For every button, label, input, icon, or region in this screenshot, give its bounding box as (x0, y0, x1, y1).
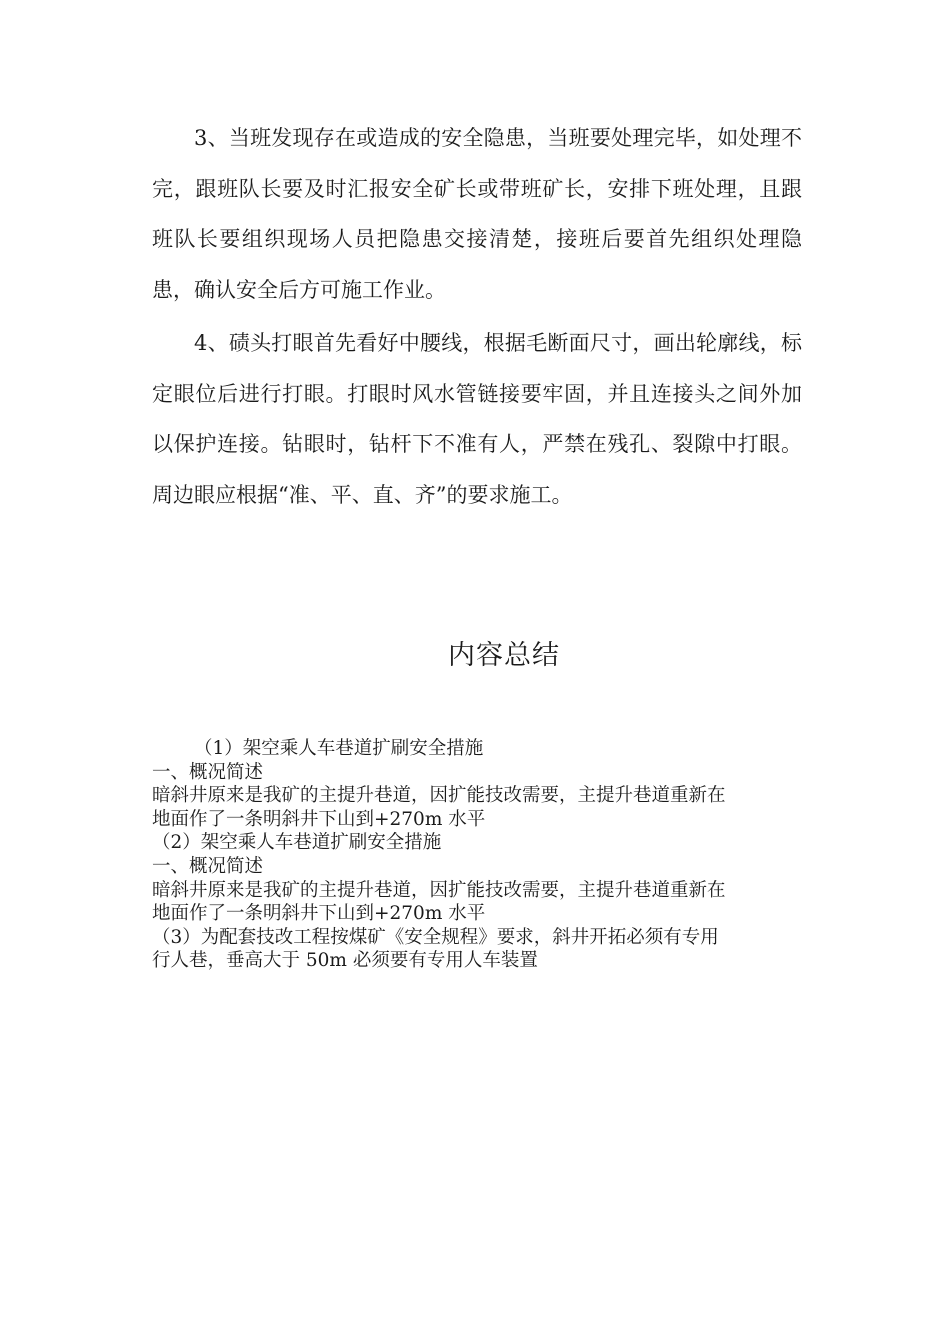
summary-title: 内容总结 (448, 640, 560, 671)
summary-line: 一、概况简述 (152, 761, 264, 783)
summary-line: （1）架空乘人车巷道扩刷安全措施 (194, 738, 484, 759)
paragraph-3: 3、当班发现存在或造成的安全隐患，当班要处理完毕，如处理不完，跟班队长要及时汇报安全矿长或带班矿长，安排下班处理，且跟班队长要组织现场人员把隐患交接清楚，接班后要首先组织处理隐患，确认安全后方可施工作业。 (152, 126, 802, 302)
summary-line: 一、概况简述 (152, 855, 264, 877)
summary-line: （2）架空乘人车巷道扩刷安全措施 (152, 832, 442, 854)
summary-list (152, 737, 802, 973)
summary-line: 暗斜井原来是我矿的主提升巷道，因扩能技改需要，主提升巷道重新在 (152, 785, 726, 807)
summary-line: （3）为配套技改工程按煤矿《安全规程》要求，斜井开拓必须有专用 (152, 926, 719, 948)
summary-line: 地面作了一条明斜井下山到+270m 水平 (152, 808, 486, 830)
summary-line: 暗斜井原来是我矿的主提升巷道，因扩能技改需要，主提升巷道重新在 (152, 879, 726, 901)
summary-line: 行人巷，垂高大于 50m 必须要有专用人车装置 (152, 950, 538, 972)
paragraph-4: 4、碛头打眼首先看好中腰线，根据毛断面尺寸，画出轮廓线，标定眼位后进行打眼。打眼时风水管链接要牢固，并且连接头之间外加以保护连接。钻眼时，钻杆下不准有人，严禁在残孔、裂隙中打眼。周边眼应根据“准、平、直、齐”的要求施工。 (152, 331, 802, 507)
summary-line: 地面作了一条明斜井下山到+270m 水平 (152, 903, 486, 925)
